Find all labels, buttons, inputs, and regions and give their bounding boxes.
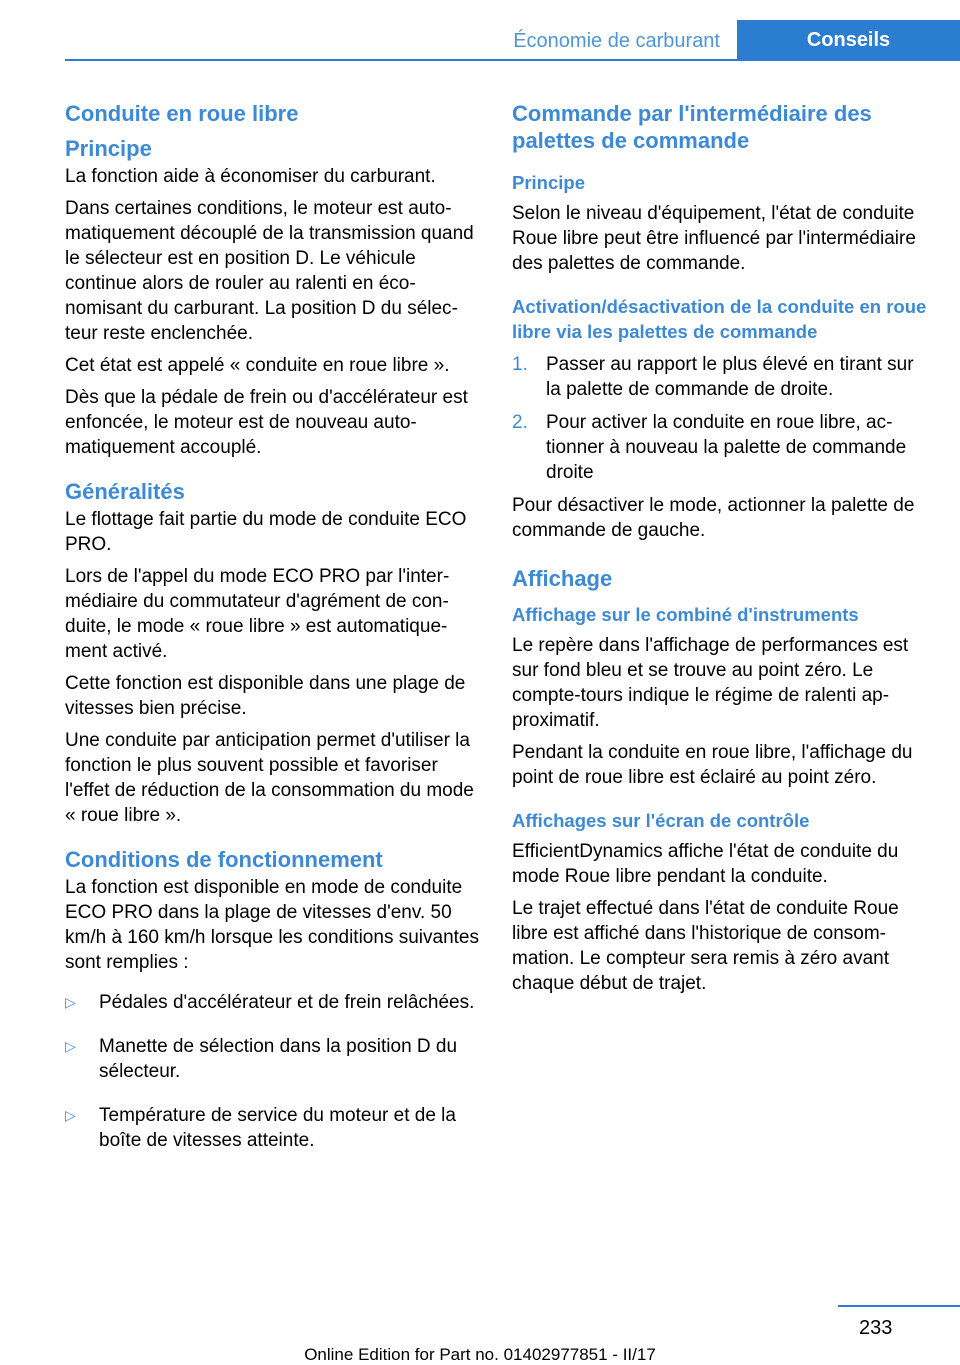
list-item-text: Pédales d'accélérateur et de frein relâchées. — [99, 992, 475, 1013]
left-column — [65, 100, 480, 1165]
page-number: 233 — [859, 1317, 893, 1339]
paragraph: Le repère dans l'affichage de performances est sur fond bleu et se trouve au point zéro. Le compte-tours indique le régime de ralenti approximatif. — [512, 635, 909, 731]
step-text: Passer au rapport le plus élevé en tirant sur la palette de commande de droite. — [546, 354, 914, 400]
paragraph: Lors de l'appel du mode ECO PRO par l'intermédiaire du commutateur d'agrément de conduite, le mode « roue libre » est automatiquement activé. — [65, 566, 450, 662]
paragraph: EfficientDynamics affiche l'état de conduite du mode Roue libre pendant la conduite. — [512, 841, 899, 887]
activation-steps — [512, 352, 927, 485]
section-title: Conduite en roue libre — [65, 101, 299, 126]
paragraph: La fonction est disponible en mode de conduite ECO PRO dans la plage de vitesses d'env. 50 km/h à 160 km/h lorsque les conditions suivantes sont remplies : — [65, 877, 479, 973]
step-number: 2. — [512, 412, 528, 433]
step-number: 1. — [512, 354, 528, 375]
header-section-title: Économie de carburant — [513, 30, 720, 52]
principe-heading: Principe — [65, 136, 152, 161]
affichage-heading: Affichage — [512, 566, 613, 591]
combine-heading: Affichage sur le combiné d'instruments — [512, 604, 859, 625]
paragraph: Pour désactiver le mode, actionner la palette de commande de gauche. — [512, 495, 915, 541]
page-header — [0, 0, 960, 62]
conditions-list — [65, 983, 480, 1159]
conditions-heading: Conditions de fonctionnement — [65, 847, 383, 872]
commande-principe-heading: Principe — [512, 172, 585, 193]
ecran-heading: Affichages sur l'écran de contrôle — [512, 810, 810, 831]
list-item-text: Manette de sélection dans la position D du sélecteur. — [99, 1036, 458, 1082]
step-text: Pour activer la conduite en roue libre, actionner à nouveau la palette de commande droite — [546, 412, 907, 483]
paragraph: La fonction aide à économiser du carburant. — [65, 166, 436, 187]
edition-footer: Online Edition for Part no. 01402977851 - II/17 — [304, 1345, 656, 1364]
paragraph: Cet état est appelé « conduite en roue libre ». — [65, 355, 450, 376]
list-item-text: Température de service du moteur et de la boîte de vitesses atteinte. — [99, 1105, 456, 1151]
list-item — [65, 1027, 480, 1090]
paragraph: Dès que la pédale de frein ou d'accélérateur est enfoncée, le moteur est de nouveau automatiquement accouplé. — [65, 387, 468, 458]
list-item — [65, 983, 480, 1021]
list-item — [512, 410, 927, 485]
paragraph: Selon le niveau d'équipement, l'état de conduite Roue libre peut être influencé par l'intermédiaire des palettes de commande. — [512, 203, 916, 274]
header-chapter-tab: Conseils — [737, 20, 960, 61]
paragraph: Dans certaines conditions, le moteur est automatiquement découplé de la transmission quand le sélecteur est en position D. Le véhicule continue alors de rouler au ralenti en économisant du carburant. La position D du sélecteur reste enclenchée. — [65, 198, 474, 344]
triangle-bullet-icon: ▷ — [65, 1107, 76, 1123]
paragraph: Cette fonction est disponible dans une plage de vitesses bien précise. — [65, 673, 466, 719]
right-column — [512, 100, 927, 1003]
paragraph: Une conduite par anticipation permet d'utiliser la fonction le plus souvent possible et favoriser l'effet de réduction de la consommation du mode « roue libre ». — [65, 730, 474, 826]
commande-heading: Commande par l'intermédiaire des palettes de commande — [512, 101, 872, 153]
activation-heading: Activation/désactivation de la conduite en roue libre via les palettes de commande — [512, 296, 927, 342]
footer-rule — [838, 1305, 960, 1307]
paragraph: Le trajet effectué dans l'état de conduite Roue libre est affiché dans l'historique de consommation. Le compteur sera remis à zéro avant chaque début de trajet. — [512, 898, 899, 994]
header-rule — [65, 59, 960, 61]
paragraph: Le flottage fait partie du mode de conduite ECO PRO. — [65, 509, 467, 555]
triangle-bullet-icon: ▷ — [65, 994, 76, 1010]
paragraph: Pendant la conduite en roue libre, l'affichage du point de roue libre est éclairé au point zéro. — [512, 742, 913, 788]
generalites-heading: Généralités — [65, 479, 185, 504]
list-item — [65, 1096, 480, 1159]
list-item — [512, 352, 927, 402]
triangle-bullet-icon: ▷ — [65, 1038, 76, 1054]
